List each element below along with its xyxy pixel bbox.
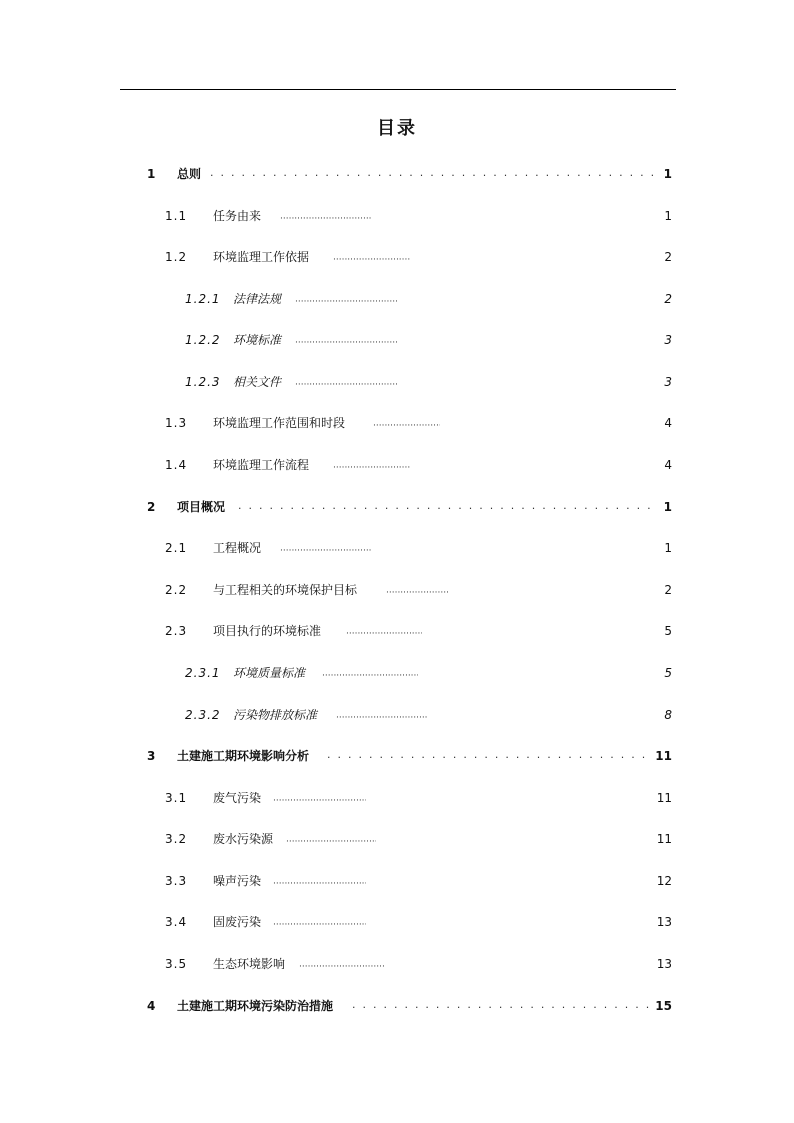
toc-leader-dots	[238, 497, 656, 517]
toc-leader-dots	[280, 538, 372, 558]
toc-entry-page: 2	[664, 292, 672, 306]
toc-entry-label: 环境监理工作流程	[213, 458, 310, 472]
toc-entry-page: 15	[655, 999, 672, 1013]
toc-entry-label: 固废污染	[213, 915, 262, 929]
toc-entry-number: 4	[147, 999, 157, 1013]
toc-entry-number: 2.3.1	[185, 666, 221, 680]
toc-entry-number: 3.5	[165, 957, 188, 971]
toc-entry-page: 1	[663, 500, 672, 514]
toc-entry-page: 8	[664, 708, 672, 722]
toc-leader-dots	[352, 996, 650, 1016]
toc-entry-number: 1.2	[165, 250, 188, 264]
toc-entry[interactable]	[0, 746, 794, 766]
toc-entry-label: 项目执行的环境标准	[213, 624, 322, 638]
toc-entry[interactable]	[0, 954, 794, 974]
toc-entry-number: 1.4	[165, 458, 188, 472]
header-rule	[120, 89, 676, 90]
toc-entry-page: 4	[664, 458, 672, 472]
toc-entry-page: 1	[663, 167, 672, 181]
toc-entry-page: 2	[664, 583, 672, 597]
toc-entry[interactable]	[0, 206, 794, 226]
toc-entry[interactable]	[0, 829, 794, 849]
toc-entry-number: 2	[147, 500, 157, 514]
toc-entry[interactable]	[0, 289, 794, 309]
toc-entry-page: 3	[664, 375, 672, 389]
toc-entry-label: 环境标准	[233, 333, 282, 347]
toc-entry[interactable]	[0, 580, 794, 600]
toc-entry-page: 12	[656, 874, 672, 888]
toc-entry-page: 5	[664, 624, 672, 638]
toc-entry-label: 法律法规	[233, 292, 282, 306]
toc-entry-label: 土建施工期环境污染防治措施	[177, 999, 334, 1013]
toc-entry-label: 相关文件	[233, 375, 282, 389]
toc-entry-number: 3.4	[165, 915, 188, 929]
toc-entry-label: 污染物排放标准	[233, 708, 318, 722]
toc-entry-number: 1	[147, 167, 157, 181]
toc-leader-dots	[280, 206, 372, 226]
toc-entry[interactable]	[0, 497, 794, 517]
toc-entry-page: 1	[664, 209, 672, 223]
toc-leader-dots	[386, 580, 449, 600]
toc-entry-number: 1.2.1	[185, 292, 221, 306]
toc-entry-page: 11	[656, 791, 672, 805]
toc-entry-label: 废气污染	[213, 791, 262, 805]
toc-entry-page: 2	[664, 250, 672, 264]
toc-entry[interactable]	[0, 663, 794, 683]
toc-entry-number: 3.2	[165, 832, 188, 846]
toc-entry[interactable]	[0, 330, 794, 350]
toc-entry-page: 5	[664, 666, 672, 680]
toc-entry-page: 3	[664, 333, 672, 347]
toc-entry-page: 4	[664, 416, 672, 430]
toc-entry-number: 1.1	[165, 209, 188, 223]
toc-entry[interactable]	[0, 247, 794, 267]
toc-leader-dots	[286, 829, 376, 849]
toc-entry-label: 环境质量标准	[233, 666, 306, 680]
toc-entry-page: 11	[656, 832, 672, 846]
toc-leader-dots	[273, 871, 366, 891]
toc-entry[interactable]	[0, 788, 794, 808]
toc-entry-page: 11	[655, 749, 672, 763]
toc-entry[interactable]	[0, 164, 794, 184]
toc-entry[interactable]	[0, 912, 794, 932]
toc-entry-label: 环境监理工作范围和时段	[213, 416, 346, 430]
toc-leader-dots	[327, 746, 650, 766]
toc-entry-label: 噪声污染	[213, 874, 262, 888]
toc-leader-dots	[295, 372, 398, 392]
toc-entry-label: 任务由来	[213, 209, 262, 223]
toc-entry-label: 土建施工期环境影响分析	[177, 749, 310, 763]
toc-leader-dots	[346, 621, 422, 641]
toc-leader-dots	[210, 164, 656, 184]
toc-entry[interactable]	[0, 455, 794, 475]
toc-entry-number: 1.2.2	[185, 333, 221, 347]
toc-leader-dots	[273, 788, 366, 808]
toc-entry-label: 总则	[177, 167, 202, 181]
toc-entry-number: 1.3	[165, 416, 188, 430]
toc-entry-label: 与工程相关的环境保护目标	[213, 583, 358, 597]
toc-entry-number: 2.3.2	[185, 708, 221, 722]
toc-entry-page: 13	[656, 915, 672, 929]
toc-entry-number: 3.1	[165, 791, 188, 805]
toc-entry-label: 工程概况	[213, 541, 262, 555]
toc-leader-dots	[333, 247, 411, 267]
toc-entry-page: 13	[656, 957, 672, 971]
toc-entry-number: 3	[147, 749, 157, 763]
toc-entry-label: 项目概况	[177, 500, 226, 514]
toc-entry[interactable]	[0, 871, 794, 891]
toc-entry[interactable]	[0, 413, 794, 433]
toc-entry-number: 2.3	[165, 624, 188, 638]
toc-entry-page: 1	[664, 541, 672, 555]
toc-leader-dots	[295, 289, 398, 309]
toc-entry[interactable]	[0, 621, 794, 641]
toc-leader-dots	[295, 330, 398, 350]
toc-entry-label: 废水污染源	[213, 832, 274, 846]
toc-entry-number: 2.1	[165, 541, 188, 555]
toc-entry-number: 2.2	[165, 583, 188, 597]
toc-entry[interactable]	[0, 705, 794, 725]
toc-leader-dots	[322, 663, 418, 683]
toc-entry[interactable]	[0, 372, 794, 392]
toc-entry-label: 环境监理工作依据	[213, 250, 310, 264]
toc-leader-dots	[373, 413, 440, 433]
toc-entry-number: 3.3	[165, 874, 188, 888]
toc-entry[interactable]	[0, 996, 794, 1016]
toc-entry-number: 1.2.3	[185, 375, 221, 389]
toc-leader-dots	[336, 705, 428, 725]
toc-entry-label: 生态环境影响	[213, 957, 286, 971]
toc-entry[interactable]	[0, 538, 794, 558]
toc-leader-dots	[333, 455, 411, 475]
toc-title: 目录	[377, 118, 417, 139]
toc-leader-dots	[273, 912, 366, 932]
toc-leader-dots	[299, 954, 385, 974]
